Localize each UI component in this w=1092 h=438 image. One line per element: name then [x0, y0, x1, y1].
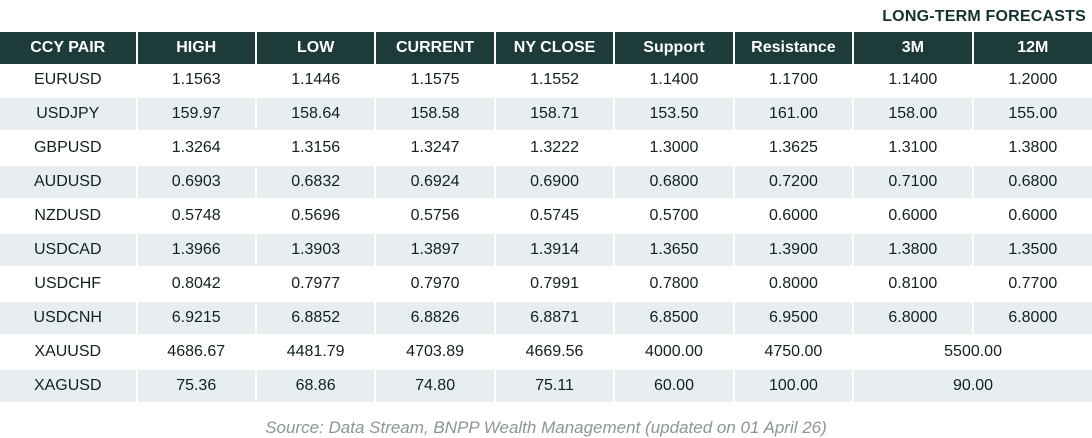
column-header-resistance: Resistance — [734, 32, 853, 64]
cell-resistance: 4750.00 — [734, 335, 853, 369]
cell-low: 0.6832 — [256, 165, 375, 199]
cell-current: 1.3247 — [375, 131, 494, 165]
cell-ccy-pair: USDCHF — [0, 267, 137, 301]
cell-high: 0.8042 — [137, 267, 256, 301]
fx-rates-table — [0, 32, 1092, 404]
cell-12m: 155.00 — [973, 97, 1092, 131]
cell-support: 153.50 — [614, 97, 733, 131]
cell-3m: 1.3100 — [853, 131, 972, 165]
cell-3m: 0.7100 — [853, 165, 972, 199]
cell-ccy-pair: XAUUSD — [0, 335, 137, 369]
cell-3m: 0.8100 — [853, 267, 972, 301]
cell-support: 0.7800 — [614, 267, 733, 301]
cell-12m: 1.3500 — [973, 233, 1092, 267]
cell-resistance: 0.7200 — [734, 165, 853, 199]
cell-support: 0.5700 — [614, 199, 733, 233]
cell-high: 159.97 — [137, 97, 256, 131]
cell-resistance: 0.6000 — [734, 199, 853, 233]
cell-3m: 1.1400 — [853, 64, 972, 97]
table-row — [0, 97, 1092, 131]
cell-support: 1.3650 — [614, 233, 733, 267]
cell-resistance: 6.9500 — [734, 301, 853, 335]
cell-current: 0.7970 — [375, 267, 494, 301]
cell-support: 0.6800 — [614, 165, 733, 199]
table-row — [0, 335, 1092, 369]
cell-ny-close: 0.7991 — [495, 267, 614, 301]
cell-ny-close: 158.71 — [495, 97, 614, 131]
cell-current: 74.80 — [375, 369, 494, 403]
cell-low: 1.3903 — [256, 233, 375, 267]
cell-support: 4000.00 — [614, 335, 733, 369]
cell-support: 6.8500 — [614, 301, 733, 335]
cell-3m: 6.8000 — [853, 301, 972, 335]
cell-current: 1.1575 — [375, 64, 494, 97]
cell-high: 1.1563 — [137, 64, 256, 97]
table-row — [0, 199, 1092, 233]
cell-ccy-pair: EURUSD — [0, 64, 137, 97]
table-row — [0, 64, 1092, 97]
cell-low: 68.86 — [256, 369, 375, 403]
cell-current: 0.5756 — [375, 199, 494, 233]
cell-ny-close: 1.1552 — [495, 64, 614, 97]
cell-low: 0.7977 — [256, 267, 375, 301]
cell-12m: 0.7700 — [973, 267, 1092, 301]
cell-resistance: 0.8000 — [734, 267, 853, 301]
cell-ccy-pair: USDCNH — [0, 301, 137, 335]
cell-ccy-pair: USDJPY — [0, 97, 137, 131]
column-header-ny-close: NY CLOSE — [495, 32, 614, 64]
cell-3m: 158.00 — [853, 97, 972, 131]
cell-ny-close: 0.5745 — [495, 199, 614, 233]
cell-12m: 6.8000 — [973, 301, 1092, 335]
cell-high: 75.36 — [137, 369, 256, 403]
long-term-forecasts-title: LONG-TERM FORECASTS — [882, 8, 1086, 25]
column-header-current: CURRENT — [375, 32, 494, 64]
cell-resistance: 1.3625 — [734, 131, 853, 165]
cell-resistance: 1.1700 — [734, 64, 853, 97]
cell-high: 1.3966 — [137, 233, 256, 267]
cell-low: 1.3156 — [256, 131, 375, 165]
table-row — [0, 165, 1092, 199]
table-header — [0, 32, 1092, 64]
source-note: Source: Data Stream, BNPP Wealth Management (updated on 01 April 26) — [265, 417, 827, 437]
cell-current: 4703.89 — [375, 335, 494, 369]
cell-ccy-pair: USDCAD — [0, 233, 137, 267]
cell-ny-close: 75.11 — [495, 369, 614, 403]
cell-high: 4686.67 — [137, 335, 256, 369]
cell-support: 1.1400 — [614, 64, 733, 97]
cell-current: 6.8826 — [375, 301, 494, 335]
cell-ny-close: 4669.56 — [495, 335, 614, 369]
table-row — [0, 267, 1092, 301]
cell-12m: 1.3800 — [973, 131, 1092, 165]
table-row — [0, 233, 1092, 267]
cell-low: 4481.79 — [256, 335, 375, 369]
column-header-12m: 12M — [973, 32, 1092, 64]
table-row — [0, 301, 1092, 335]
column-header-low: LOW — [256, 32, 375, 64]
cell-ccy-pair: XAGUSD — [0, 369, 137, 403]
column-header-3m: 3M — [853, 32, 972, 64]
cell-12m: 0.6000 — [973, 199, 1092, 233]
cell-ny-close: 6.8871 — [495, 301, 614, 335]
cell-resistance: 1.3900 — [734, 233, 853, 267]
table-row — [0, 131, 1092, 165]
cell-12m: 1.2000 — [973, 64, 1092, 97]
cell-ny-close: 0.6900 — [495, 165, 614, 199]
cell-current: 1.3897 — [375, 233, 494, 267]
cell-ny-close: 1.3222 — [495, 131, 614, 165]
cell-ccy-pair: NZDUSD — [0, 199, 137, 233]
cell-high: 0.5748 — [137, 199, 256, 233]
cell-resistance: 100.00 — [734, 369, 853, 403]
cell-low: 0.5696 — [256, 199, 375, 233]
cell-high: 0.6903 — [137, 165, 256, 199]
column-header-high: HIGH — [137, 32, 256, 64]
cell-low: 6.8852 — [256, 301, 375, 335]
cell-support: 60.00 — [614, 369, 733, 403]
column-header-support: Support — [614, 32, 733, 64]
cell-ny-close: 1.3914 — [495, 233, 614, 267]
cell-resistance: 161.00 — [734, 97, 853, 131]
cell-low: 1.1446 — [256, 64, 375, 97]
cell-high: 1.3264 — [137, 131, 256, 165]
cell-ccy-pair: GBPUSD — [0, 131, 137, 165]
cell-3m: 0.6000 — [853, 199, 972, 233]
cell-ccy-pair: AUDUSD — [0, 165, 137, 199]
column-header-ccy-pair: CCY PAIR — [0, 32, 137, 64]
table-body — [0, 64, 1092, 403]
table-row — [0, 369, 1092, 403]
cell-support: 1.3000 — [614, 131, 733, 165]
cell-forecast-merged: 90.00 — [853, 369, 1092, 403]
cell-3m: 1.3800 — [853, 233, 972, 267]
cell-current: 158.58 — [375, 97, 494, 131]
cell-low: 158.64 — [256, 97, 375, 131]
cell-12m: 0.6800 — [973, 165, 1092, 199]
cell-high: 6.9215 — [137, 301, 256, 335]
cell-forecast-merged: 5500.00 — [853, 335, 1092, 369]
cell-current: 0.6924 — [375, 165, 494, 199]
table-header-row — [0, 32, 1092, 64]
